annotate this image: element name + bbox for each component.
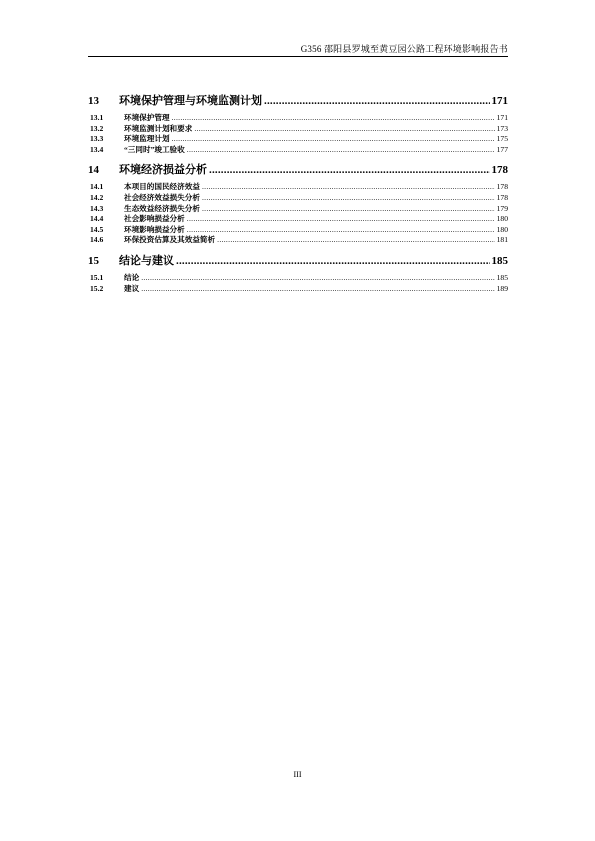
toc-leader	[202, 204, 495, 213]
toc-section-title: 环境保护管理	[124, 113, 170, 122]
toc-section-14-3[interactable]	[88, 203, 508, 214]
toc-section-14-5[interactable]	[88, 224, 508, 235]
toc-chapter-number: 15	[88, 254, 99, 267]
toc-chapter-page: 178	[491, 164, 508, 177]
toc-section-title: 环境监理计划	[124, 134, 170, 144]
toc-chapter-page: 185	[491, 254, 508, 267]
toc-section-title: 环境影响损益分析	[124, 224, 185, 234]
toc-section-14-2[interactable]	[88, 192, 508, 203]
toc-section-13-3[interactable]	[88, 133, 508, 144]
toc-section-group-15	[88, 272, 508, 293]
toc-leader	[187, 145, 495, 154]
toc-section-page: 178	[496, 192, 508, 202]
toc-leader	[202, 193, 495, 202]
toc-section-page: 175	[496, 134, 508, 144]
toc-section-page: 177	[496, 144, 508, 154]
toc-section-number: 13.3	[90, 134, 104, 144]
toc-section-page: 185	[496, 272, 508, 282]
toc-section-page: 179	[496, 203, 508, 213]
toc-section-number: 13.4	[90, 144, 104, 154]
toc-leader	[187, 214, 495, 223]
toc-chapter-title: 环境经济损益分析	[119, 164, 207, 177]
toc-section-13-4[interactable]	[88, 144, 508, 155]
header-rule	[88, 56, 508, 57]
toc-chapter-page: 171	[491, 95, 508, 107]
toc-leader	[217, 235, 494, 244]
toc-chapter-number: 13	[88, 95, 99, 107]
toc-section-page: 171	[496, 113, 508, 122]
toc-section-title: 社会影响损益分析	[124, 214, 185, 224]
toc-section-number: 15.2	[90, 283, 104, 293]
toc-section-number: 14.4	[90, 214, 104, 224]
toc-section-title: 环保投资估算及其效益简析	[124, 235, 216, 245]
toc-section-number: 14.6	[90, 235, 104, 245]
toc-section-group-14	[88, 181, 508, 245]
toc-chapter-title: 环境保护管理与环境监测计划	[119, 95, 262, 107]
toc-leader	[141, 273, 494, 282]
toc-section-number: 15.1	[90, 272, 104, 282]
toc-section-page: 181	[496, 235, 508, 245]
toc-section-13-1[interactable]	[88, 112, 508, 123]
toc-section-number: 14.1	[90, 182, 104, 192]
toc-section-page: 189	[496, 283, 508, 293]
toc-leader	[209, 164, 490, 176]
running-header: G356 邵阳县罗城至黄豆园公路工程环境影响报告书	[300, 44, 508, 54]
toc-leader	[172, 134, 495, 143]
toc-chapter-title: 结论与建议	[119, 254, 174, 267]
toc-section-number: 14.3	[90, 203, 104, 213]
toc-section-title: 环境监测计划和要求	[124, 123, 193, 133]
toc-chapter-15[interactable]	[88, 252, 508, 267]
toc-leader	[264, 95, 490, 107]
toc-section-page: 180	[496, 214, 508, 224]
toc-leader	[141, 284, 494, 293]
toc-section-title: 本项目的国民经济效益	[124, 182, 200, 192]
toc-section-15-2[interactable]	[88, 283, 508, 294]
toc-leader	[187, 225, 495, 234]
toc-section-number: 14.5	[90, 224, 104, 234]
toc-section-title: 结论	[124, 272, 140, 282]
table-of-contents	[88, 92, 508, 293]
toc-section-page: 178	[496, 182, 508, 192]
toc-section-number: 13.1	[90, 113, 104, 122]
toc-leader	[194, 124, 494, 133]
toc-section-number: 13.2	[90, 123, 104, 133]
toc-chapter-13[interactable]	[88, 92, 508, 107]
toc-leader	[176, 255, 490, 267]
toc-section-title: 社会经济效益损失分析	[124, 192, 200, 202]
page-number: III	[293, 770, 302, 779]
toc-section-15-1[interactable]	[88, 272, 508, 283]
toc-leader	[202, 182, 495, 191]
toc-section-number: 14.2	[90, 192, 104, 202]
toc-section-14-6[interactable]	[88, 234, 508, 245]
toc-section-14-4[interactable]	[88, 213, 508, 224]
toc-leader	[172, 113, 495, 122]
toc-section-title: 建议	[124, 283, 140, 293]
toc-section-13-2[interactable]	[88, 123, 508, 134]
toc-section-page: 173	[496, 123, 508, 133]
toc-section-group-13	[88, 112, 508, 154]
toc-section-title: “三同时”竣工验收	[124, 144, 185, 154]
toc-section-title: 生态效益经济损失分析	[124, 203, 200, 213]
toc-chapter-number: 14	[88, 164, 99, 177]
toc-section-page: 180	[496, 224, 508, 234]
toc-chapter-14[interactable]	[88, 161, 508, 176]
toc-section-14-1[interactable]	[88, 181, 508, 192]
